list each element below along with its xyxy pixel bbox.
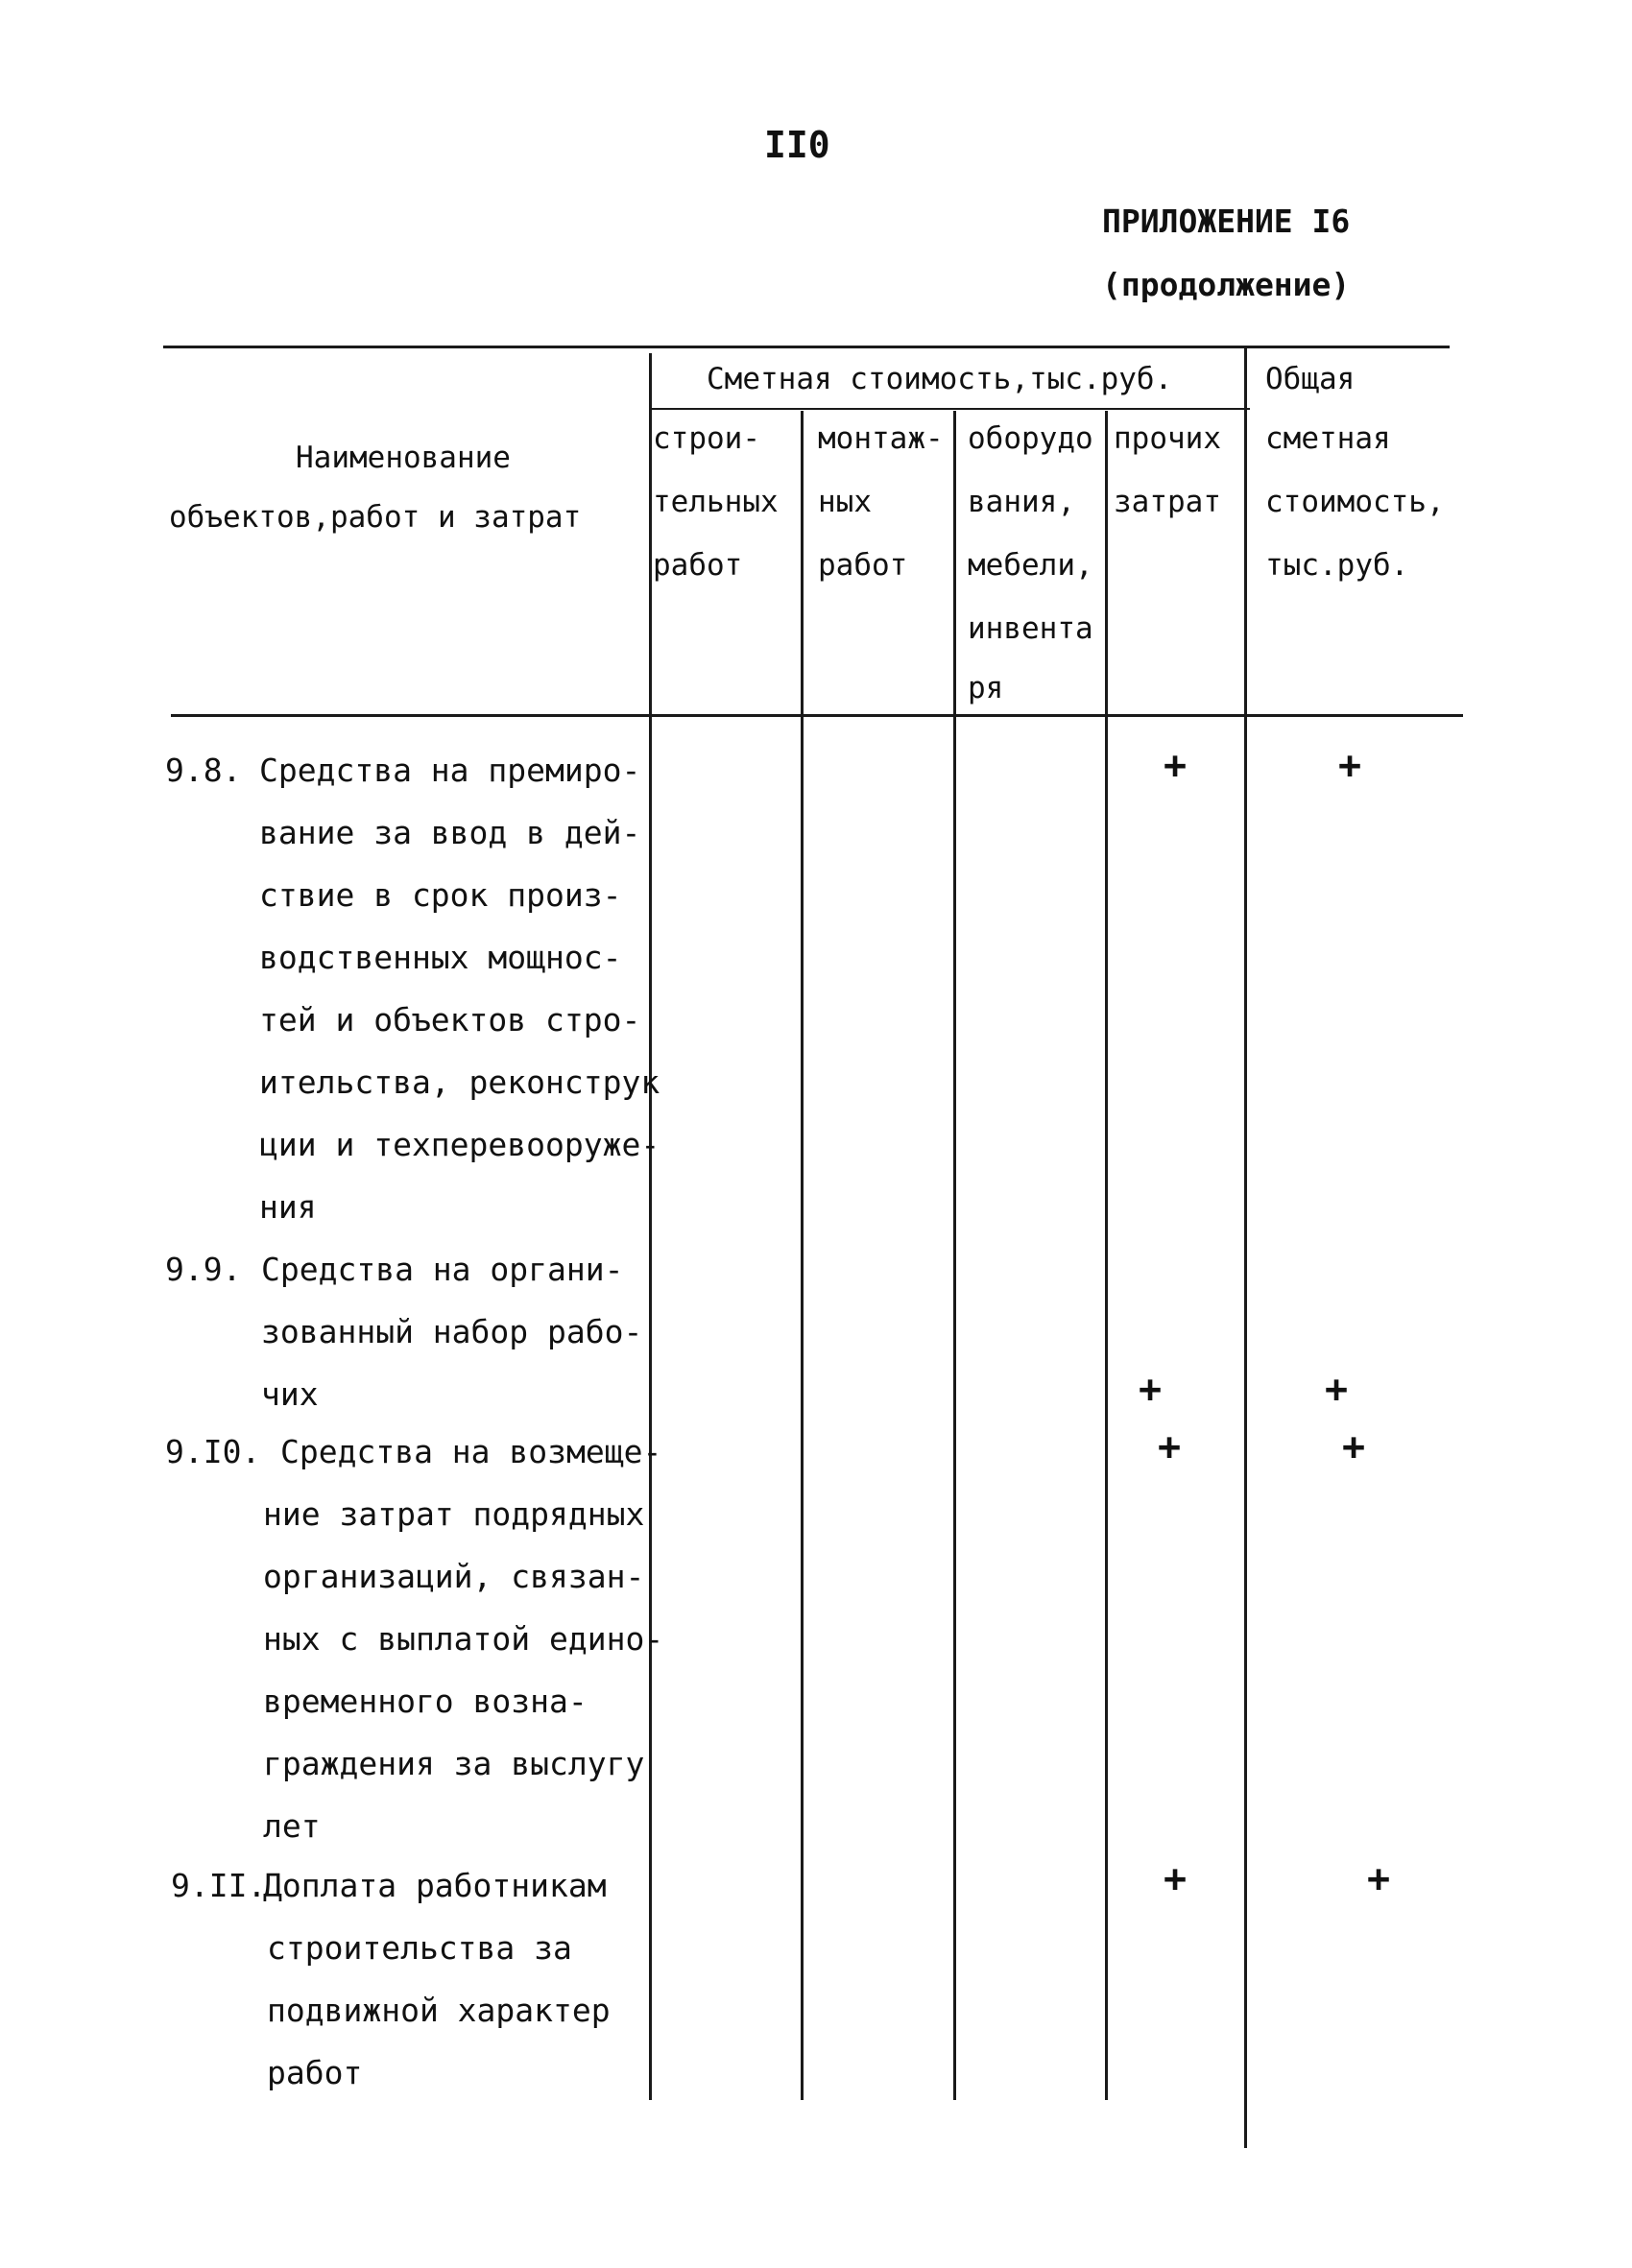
- header-total-4: тыс.руб.: [1265, 548, 1409, 583]
- group-header-rule: [649, 408, 1250, 410]
- col-divider-other: [1244, 347, 1247, 2148]
- row-number: 9.I0.: [165, 1433, 261, 1470]
- row-text: Средства на премиро-: [259, 752, 641, 789]
- header-equipment-4: инвента: [968, 611, 1093, 646]
- header-name-line2: объектов,работ и затрат: [169, 500, 582, 535]
- row-text: временного возна-: [263, 1683, 588, 1720]
- page-number: II0: [764, 124, 830, 166]
- header-installation-3: работ: [818, 548, 908, 583]
- row-text: ния: [259, 1188, 317, 1226]
- row-text: лет: [263, 1807, 321, 1845]
- header-construction-2: тельных: [653, 485, 779, 519]
- row-text: вание за ввод в дей-: [259, 814, 641, 851]
- mark-total: +: [1325, 1368, 1349, 1412]
- row-text: граждения за выслугу: [263, 1745, 645, 1782]
- mark-other: +: [1164, 744, 1188, 788]
- mark-other: +: [1139, 1368, 1163, 1412]
- header-equipment-2: вания,: [968, 485, 1075, 519]
- row-text: работ: [267, 2054, 363, 2091]
- row-number: 9.9.: [165, 1251, 242, 1288]
- col-divider-installation: [953, 411, 956, 2100]
- header-construction-3: работ: [653, 548, 743, 583]
- header-installation-2: ных: [818, 485, 872, 519]
- col-divider-construction: [801, 411, 804, 2100]
- header-equipment-1: оборудо: [968, 421, 1093, 456]
- row-text: ительства, реконструк: [259, 1063, 660, 1101]
- col-divider-equipment: [1105, 411, 1108, 2100]
- header-other-2: затрат: [1114, 485, 1221, 519]
- row-number: 9.8.: [165, 752, 242, 789]
- row-text: тей и объектов стро-: [259, 1001, 641, 1039]
- header-equipment-3: мебели,: [968, 548, 1093, 583]
- mark-total: +: [1338, 744, 1362, 788]
- row-text: ции и техперевооруже-: [259, 1126, 660, 1163]
- header-construction-1: строи-: [653, 421, 760, 456]
- row-text: организаций, связан-: [263, 1558, 645, 1595]
- mark-total: +: [1367, 1857, 1391, 1901]
- row-text: строительства за: [267, 1929, 572, 1967]
- row-text: ствие в срок произ-: [259, 876, 622, 914]
- table-top-rule: [163, 346, 1450, 348]
- mark-other: +: [1158, 1425, 1182, 1469]
- row-text: подвижной характер: [267, 1992, 611, 2029]
- header-name-line1: Наименование: [296, 441, 511, 475]
- mark-other: +: [1164, 1857, 1188, 1901]
- row-text: ние затрат подрядных: [263, 1495, 645, 1533]
- row-text: Средства на органи-: [261, 1251, 624, 1288]
- col-divider-name: [649, 353, 652, 2100]
- header-total-1: Общая: [1265, 362, 1356, 396]
- header-other-1: прочих: [1114, 421, 1221, 456]
- row-number: 9.II.: [171, 1867, 267, 1904]
- header-bottom-rule: [171, 714, 1463, 717]
- row-text: Средства на возмеще-: [280, 1433, 662, 1470]
- row-text: зованный набор рабо-: [261, 1313, 643, 1350]
- row-text: водственных мощнос-: [259, 939, 622, 976]
- header-total-2: сметная: [1265, 421, 1391, 456]
- mark-total: +: [1342, 1425, 1366, 1469]
- row-text: чих: [261, 1375, 319, 1413]
- appendix-title: ПРИЛОЖЕНИЕ I6: [1102, 203, 1351, 240]
- header-total-3: стоимость,: [1265, 485, 1445, 519]
- row-text: ных с выплатой едино-: [263, 1620, 664, 1658]
- row-text: Доплата работникам: [263, 1867, 607, 1904]
- header-group-cost: Сметная стоимость,тыс.руб.: [707, 362, 1173, 396]
- header-equipment-5: ря: [968, 671, 1004, 705]
- header-installation-1: монтаж-: [818, 421, 944, 456]
- continuation-label: (продолжение): [1102, 266, 1351, 303]
